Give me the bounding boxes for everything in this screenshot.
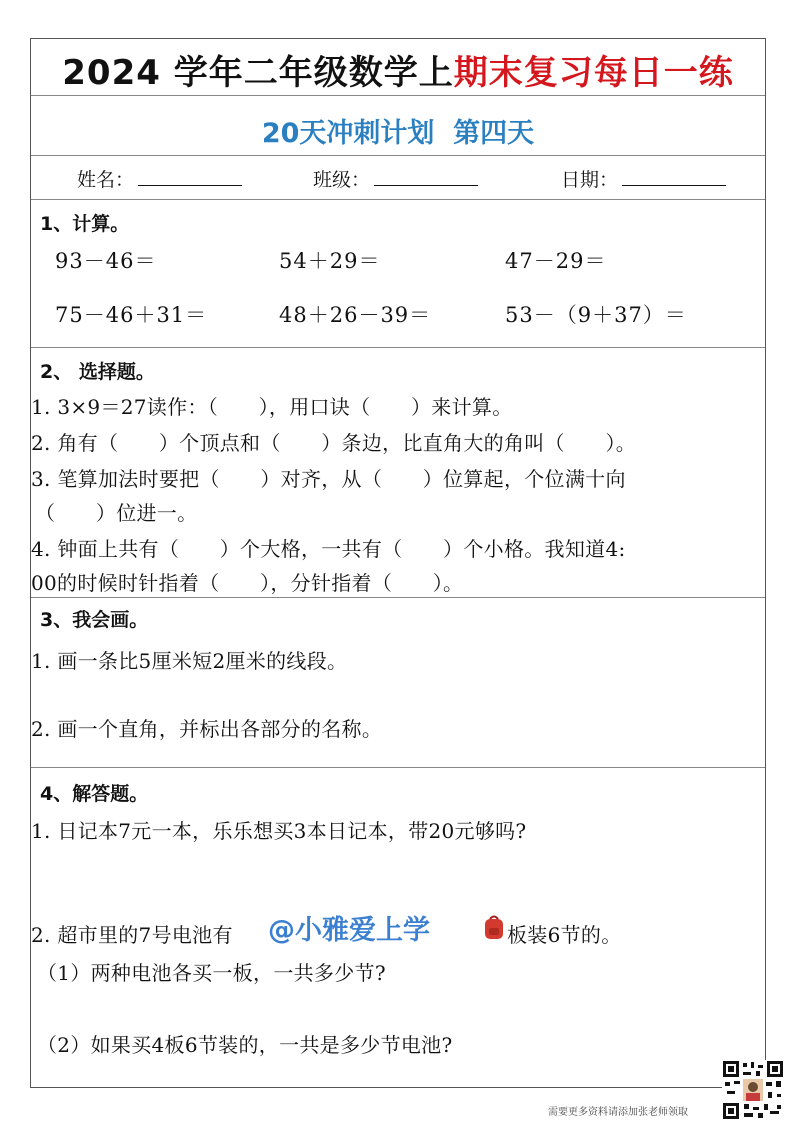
- choice-line: 2. 角有（ ）个顶点和（ ）条边，比直角大的角叫（ ）。: [31, 431, 637, 455]
- calc-item: 47－29＝: [505, 249, 607, 273]
- name-field: [77, 165, 242, 192]
- section-draw-heading: 3、我会画。: [40, 609, 149, 631]
- divider: [31, 155, 765, 156]
- title-part-red: 期末复习每日一练: [453, 53, 734, 93]
- class-blank[interactable]: [374, 167, 478, 186]
- solve-subquestion: （2）如果买4板6节装的，一共是多少节电池?: [37, 1033, 453, 1057]
- draw-line: 2. 画一个直角，并标出各部分的名称。: [31, 717, 383, 741]
- date-label: 日期：: [561, 169, 619, 191]
- divider: [31, 95, 765, 96]
- date-field: [561, 165, 726, 192]
- divider: [31, 767, 765, 768]
- choice-line: 3. 笔算加法时要把（ ）对齐，从（ ）位算起，个位满十向: [31, 467, 626, 491]
- solve-line: 2. 超市里的7号电池有: [31, 923, 233, 947]
- qr-code-icon[interactable]: [722, 1060, 784, 1120]
- backpack-icon: [482, 914, 506, 940]
- solve-line: 1. 日记本7元一本，乐乐想买3本日记本，带20元够吗?: [31, 819, 527, 843]
- worksheet-title: [31, 45, 765, 94]
- solve-subquestion: （1）两种电池各买一板，一共多少节?: [37, 961, 386, 985]
- calc-item: 54＋29＝: [279, 249, 381, 273]
- name-blank[interactable]: [138, 167, 242, 186]
- section-choice-heading: 2、 选择题。: [40, 361, 155, 383]
- divider: [31, 597, 765, 598]
- calc-item: 53－（9＋37）＝: [505, 303, 687, 327]
- calc-item: 75－46＋31＝: [55, 303, 208, 327]
- watermark-text: @小雅爱上学: [268, 915, 430, 946]
- worksheet-subtitle: 20天冲刺计划 第四天: [261, 118, 535, 149]
- calc-item: 93－46＝: [55, 249, 157, 273]
- choice-line: 1. 3×9＝27读作：（ ），用口诀（ ）来计算。: [31, 395, 513, 419]
- title-part-black: 2024 学年二年级数学上: [62, 53, 454, 93]
- footer-note: 需要更多资料请添加张老师领取: [548, 1107, 688, 1118]
- choice-line: 00的时候时针指着（ ），分针指着（ ）。: [31, 571, 464, 595]
- name-label: 姓名：: [77, 169, 135, 191]
- date-blank[interactable]: [622, 167, 726, 186]
- draw-line: 1. 画一条比5厘米短2厘米的线段。: [31, 649, 348, 673]
- choice-line: （ ）位进一。: [35, 501, 198, 525]
- solve-line: 板装6节的。: [507, 923, 622, 947]
- divider: [31, 347, 765, 348]
- calc-item: 48＋26－39＝: [279, 303, 432, 327]
- section-calc-heading: 1、计算。: [40, 213, 130, 235]
- divider: [31, 199, 765, 200]
- choice-line: 4. 钟面上共有（ ）个大格，一共有（ ）个小格。我知道4:: [31, 537, 626, 561]
- section-solve-heading: 4、解答题。: [40, 783, 149, 805]
- class-field: [313, 165, 478, 192]
- class-label: 班级：: [313, 169, 371, 191]
